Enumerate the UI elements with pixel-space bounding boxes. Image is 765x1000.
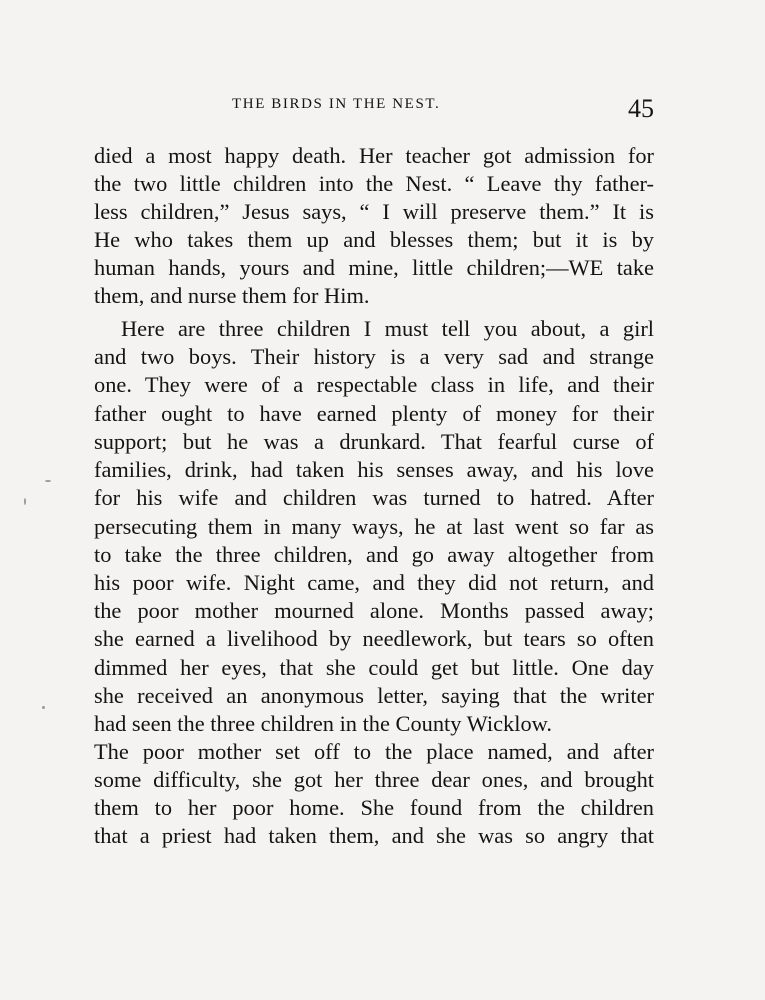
text-line: Here are three children I must tell you about, a girl [121,316,654,341]
text-line: died a most happy death. Her teacher got admission for [94,143,654,168]
paper-speck [45,480,51,482]
text-line: He who takes them up and blesses them; but it is by [94,227,654,252]
text-line: she received an anonymous letter, saying that the writer [94,683,654,708]
running-head: THE BIRDS IN THE NEST. [232,96,441,112]
text-line: persecuting them in many ways, he at last went so far as [94,514,654,539]
text-line: one. They were of a respectable class in life, and their [94,372,654,397]
text-line: less children,” Jesus says, “ I will preserve them.” It is [94,199,654,224]
text-line: The poor mother set off to the place named, and after [94,739,654,764]
page-number: 45 [628,94,654,123]
text-line: for his wife and children was turned to hatred. After [94,485,654,510]
text-line: had seen the three children in the County Wicklow. [94,711,552,736]
text-line: them, and nurse them for Him. [94,283,370,308]
text-line: and two boys. Their history is a very sad and strange [94,344,654,369]
text-line: father ought to have earned plenty of money for their [94,401,654,426]
text-line: she earned a livelihood by needlework, but tears so often [94,626,654,651]
text-line: dimmed her eyes, that she could get but little. One day [94,655,654,680]
text-line: the two little children into the Nest. “ Leave thy father- [94,171,654,196]
text-line: them to her poor home. She found from the children [94,795,654,820]
text-line: the poor mother mourned alone. Months passed away; [94,598,654,623]
text-line: human hands, yours and mine, little children;—WE take [94,255,654,280]
text-line: support; but he was a drunkard. That fearful curse of [94,429,654,454]
paper-speck [24,498,26,505]
text-line: that a priest had taken them, and she was so angry that [94,823,654,848]
paper-speck [42,706,45,709]
text-line: to take the three children, and go away altogether from [94,542,654,567]
text-line: his poor wife. Night came, and they did not return, and [94,570,654,595]
text-line: some difficulty, she got her three dear ones, and brought [94,767,654,792]
text-line: families, drink, had taken his senses away, and his love [94,457,654,482]
